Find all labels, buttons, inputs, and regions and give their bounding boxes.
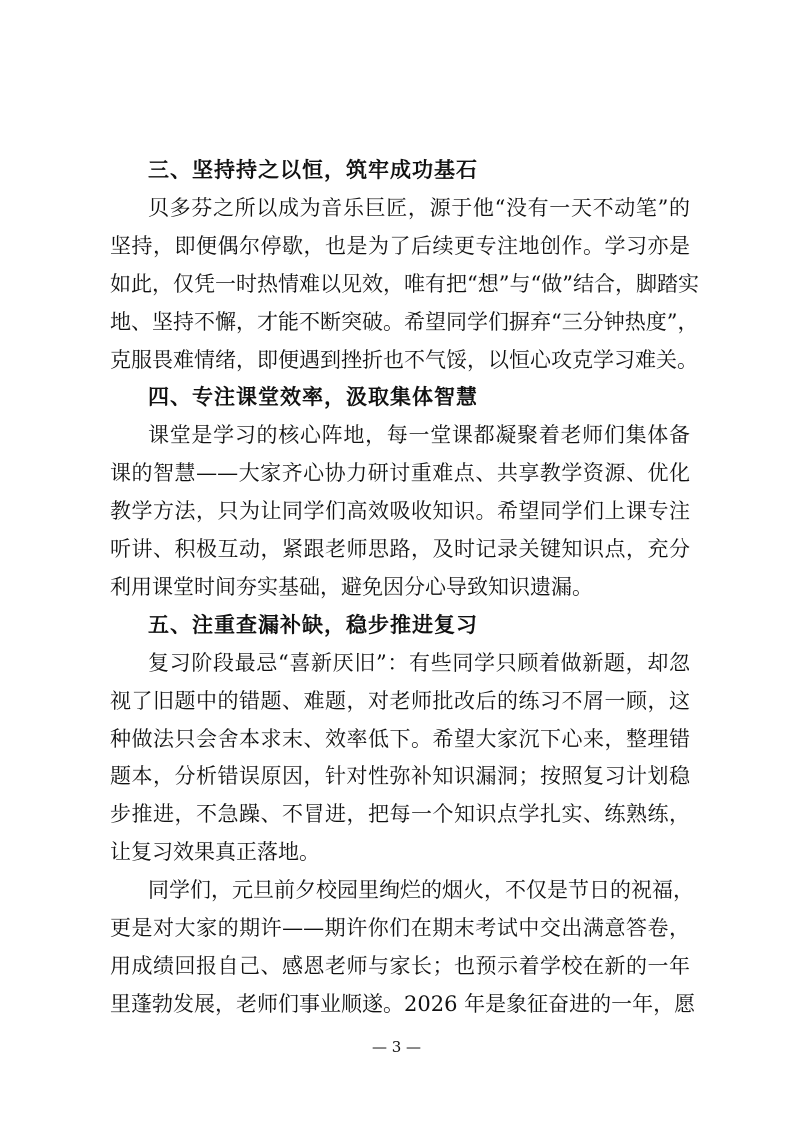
paragraph-line: 种做法只会舍本求末、效率低下。希望大家沉下心来，整理错 — [110, 726, 690, 751]
paragraph-line: 更是对大家的期许——期许你们在期末考试中交出满意答卷， — [110, 916, 690, 940]
section-heading: 五、注重查漏补缺，稳步推进复习 — [148, 612, 478, 637]
paragraph-line: 复习阶段最忌“喜新厌旧”：有些同学只顾着做新题，却忽 — [148, 650, 690, 675]
page-number: — 3 — — [371, 1038, 422, 1056]
paragraph-line: 克服畏难情绪，即便遇到挫折也不气馁，以恒心攻克学习难关。 — [110, 347, 698, 372]
paragraph-line: 视了旧题中的错题、难题，对老师批改后的练习不屑一顾，这 — [110, 688, 690, 713]
paragraph-line: 题本，分析错误原因，针对性弥补知识漏洞；按照复习计划稳 — [110, 764, 690, 789]
paragraph-line: 课堂是学习的核心阵地，每一堂课都凝聚着老师们集体备 — [148, 423, 690, 448]
paragraph-line: 地、坚持不懈，才能不断突破。希望同学们摒弃“三分钟热度”， — [110, 309, 699, 334]
paragraph-line: 里蓬勃发展，老师们事业顺遂。2026 年是象征奋进的一年，愿 — [110, 991, 696, 1016]
paragraph-line: 贝多芬之所以成为音乐巨匠，源于他“没有一天不动笔”的 — [148, 195, 690, 220]
paragraph-line: 让复习效果真正落地。 — [110, 840, 320, 865]
paragraph-line: 教学方法，只为让同学们高效吸收知识。希望同学们上课专注 — [110, 499, 690, 524]
paragraph-line: 坚持，即便偶尔停歇，也是为了后续更专注地创作。学习亦是 — [110, 233, 690, 258]
section-heading: 三、坚持持之以恒，筑牢成功基石 — [148, 158, 478, 182]
paragraph-line: 课的智慧——大家齐心协力研讨重难点、共享教学资源、优化 — [110, 461, 690, 486]
paragraph-line: 用成绩回报自己、感恩老师与家长；也预示着学校在新的一年 — [110, 953, 690, 978]
paragraph-line: 利用课堂时间夯实基础，避免因分心导致知识遗漏。 — [110, 574, 593, 599]
paragraph-line: 如此，仅凭一时热情难以见效，唯有把“想”与“做”结合，脚踏实 — [110, 271, 699, 296]
section-heading: 四、专注课堂效率，汲取集体智慧 — [148, 385, 478, 410]
paragraph-line: 同学们，元旦前夕校园里绚烂的烟火，不仅是节日的祝福， — [148, 878, 694, 903]
paragraph-line: 步推进，不急躁、不冒进，把每一个知识点学扎实、练熟练， — [110, 802, 690, 827]
paragraph-line: 听讲、积极互动，紧跟老师思路，及时记录关键知识点，充分 — [110, 537, 690, 561]
